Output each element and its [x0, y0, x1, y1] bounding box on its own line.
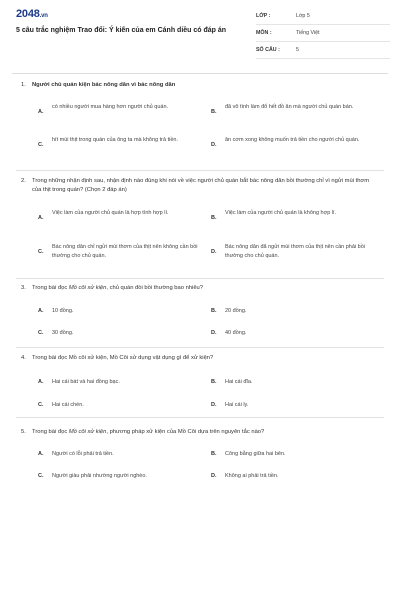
option-letter: C.: [38, 402, 44, 408]
question-stem: Trong những nhận định sau, nhận định nào đúng khi nói về việc người chủ quán bắt bác nông dân bồi thường chỉ vì ngửi mùi thơm của thịt trong quán? (Chọn 2 đáp án): [32, 178, 370, 193]
option-text: Hai cái bát và hai đồng bạc.: [52, 379, 120, 385]
meta-class-row: [256, 8, 390, 25]
option-letter: A.: [38, 308, 44, 314]
question-text: [16, 81, 384, 90]
option-letter: B.: [211, 308, 217, 314]
question-text: [16, 428, 384, 437]
question-number: 3.: [21, 285, 26, 291]
option-text: 10 đồng.: [52, 308, 74, 314]
option-text: Không ai phải trả tiền.: [225, 473, 279, 479]
header: [16, 8, 386, 72]
header-divider: [12, 73, 388, 74]
option-letter: D.: [211, 402, 217, 408]
option-text: Việc làm của người chủ quán là không hợp lí.: [225, 210, 337, 216]
brand-name: 2048: [16, 8, 40, 20]
option-text: Bác nông dân đã ngửi mùi thơm của thịt nên cần phải bồi thường cho chủ quán.: [225, 244, 365, 259]
option-text: Người giàu phải nhường người nghèo.: [52, 473, 147, 479]
option-text: Hai cái đĩa.: [225, 379, 253, 385]
question-number: 4.: [21, 355, 26, 361]
question-divider: [16, 278, 384, 279]
meta-class-label: LỚP :: [256, 13, 271, 19]
question-divider: [16, 170, 384, 171]
option-text: Hai cái ly.: [225, 402, 249, 408]
page-title: 5 câu trắc nghiệm Trao đổi: Ý kiến của em Cánh diều có đáp án: [16, 27, 227, 34]
option-letter: C.: [38, 249, 44, 255]
option-text: 20 đồng.: [225, 308, 247, 314]
question-stem: Trong bài đọc Mồ côi xử kiện, Mồ Côi sử dụng vật dụng gì để xử kiện?: [32, 355, 214, 361]
stem-part: , phương pháp xử kiện của Mồ Côi dựa trên nguyên tắc nào?: [106, 429, 265, 435]
question-text: [16, 354, 384, 363]
option-letter: A.: [38, 109, 44, 115]
meta-count-label: SỐ CÂU :: [256, 47, 280, 53]
stem-italic: Mồ côi xử kiện: [68, 285, 107, 291]
meta-subject-value: Tiếng Việt: [296, 30, 320, 36]
stem-italic: Mồ côi xử kiện: [68, 429, 107, 435]
option-text: 40 đồng.: [225, 330, 247, 336]
option-text: Việc làm của người chủ quán là hợp tình hợp lí.: [52, 210, 169, 216]
question-5: [16, 428, 384, 479]
question-number: 5.: [21, 429, 26, 435]
option-text: Hai cái chén.: [52, 402, 84, 408]
option-letter: D.: [211, 142, 217, 148]
option-text: có nhiều người mua hàng hơn người chủ quán.: [52, 104, 169, 110]
meta-info: [256, 8, 390, 59]
question-stem: Người chủ quán kiện bác nông dân vì bác nông dân: [32, 82, 176, 88]
option-letter: A.: [38, 215, 44, 221]
option-letter: B.: [211, 215, 217, 221]
meta-subject-label: MÔN :: [256, 30, 272, 36]
question-number: 2.: [21, 178, 26, 184]
option-letter: A.: [38, 451, 44, 457]
question-text: [16, 284, 384, 293]
option-text: Người có lỗi phải trả tiền.: [52, 451, 114, 457]
question-stem: [32, 428, 372, 437]
option-letter: D.: [211, 249, 217, 255]
question-divider: [16, 347, 384, 348]
option-letter: B.: [211, 109, 217, 115]
option-text: Công bằng giữa hai bên.: [225, 451, 286, 457]
question-number: 1.: [21, 82, 26, 88]
brand-logo[interactable]: [16, 8, 48, 20]
question-stem: [32, 284, 372, 293]
question-text: [16, 177, 384, 195]
option-letter: C.: [38, 473, 44, 479]
meta-count-value: 5: [296, 47, 299, 53]
option-text: hít mùi thịt trong quán của ông ta mà không trả tiền.: [52, 137, 178, 143]
option-text: đã vô tình làm đổ hết đồ ăn mà người chủ quán bán.: [225, 104, 354, 110]
brand-suffix: .vn: [39, 13, 48, 19]
meta-count-row: [256, 42, 390, 59]
question-3: [16, 284, 384, 336]
option-text: 30 đồng.: [52, 330, 74, 336]
meta-subject-row: [256, 25, 390, 42]
option-text: Bác nông dân chỉ ngửi mùi thơm của thịt nên không cần bồi thường cho chủ quán.: [52, 244, 198, 259]
option-letter: D.: [211, 473, 217, 479]
question-divider: [16, 417, 384, 418]
question-4: [16, 354, 384, 408]
stem-part: Trong bài đọc: [32, 285, 69, 291]
option-letter: D.: [211, 330, 217, 336]
option-letter: C.: [38, 142, 44, 148]
option-letter: B.: [211, 379, 217, 385]
stem-part: Trong bài đọc: [32, 429, 69, 435]
option-letter: C.: [38, 330, 44, 336]
question-1: [16, 81, 384, 148]
option-letter: A.: [38, 379, 44, 385]
stem-part: , chủ quán đòi bồi thường bao nhiêu?: [106, 285, 204, 291]
option-text: ăn cơm xong không muốn trả tiền cho người chủ quán.: [225, 137, 360, 143]
option-letter: B.: [211, 451, 217, 457]
question-2: [16, 177, 384, 259]
meta-class-value: Lớp 5: [296, 13, 310, 19]
